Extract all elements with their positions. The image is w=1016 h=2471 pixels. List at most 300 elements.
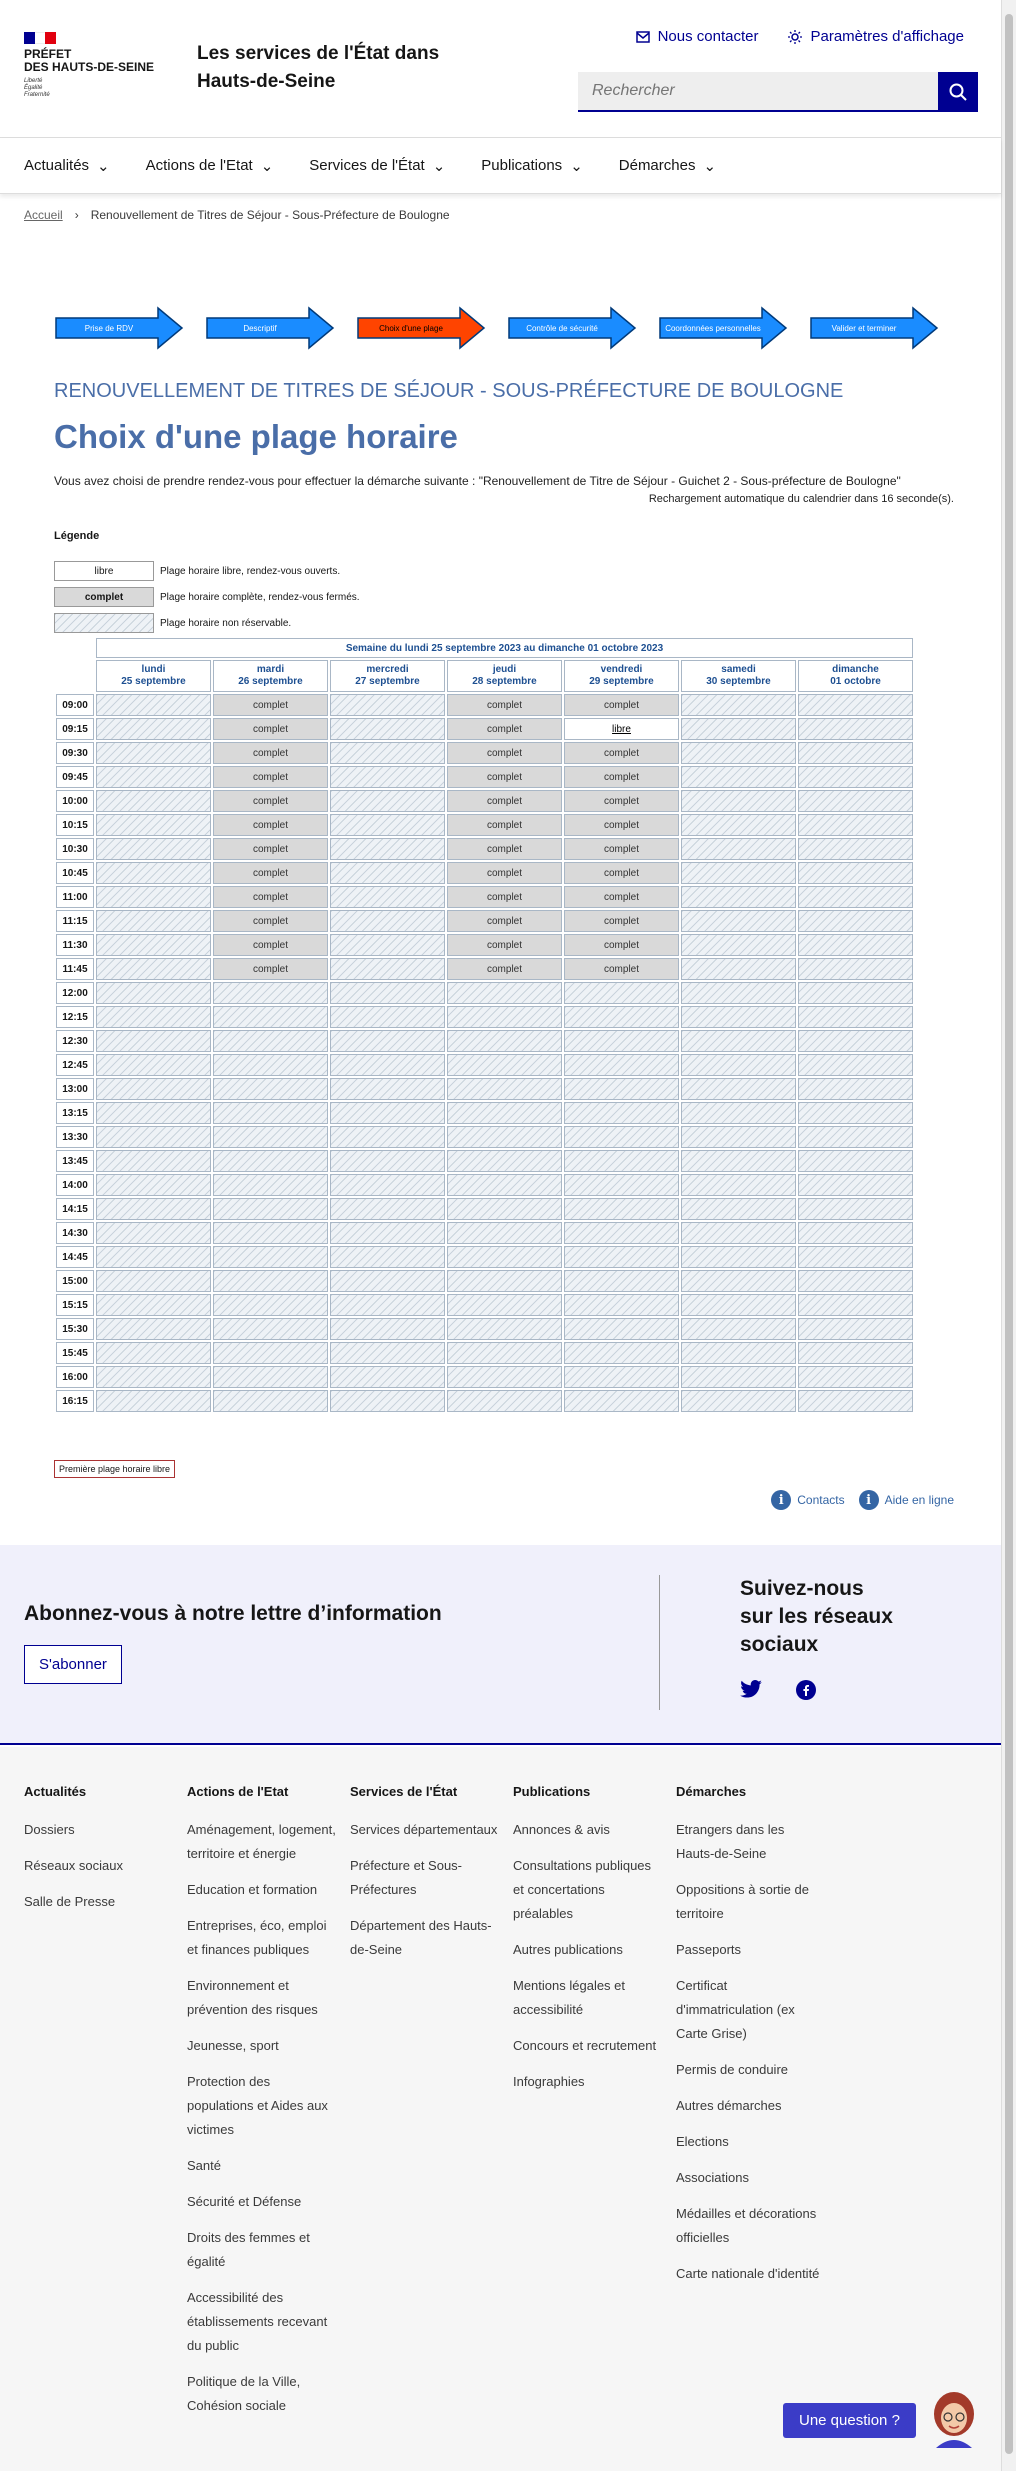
- slot-unavailable: [447, 1030, 562, 1052]
- slot-unavailable: [96, 1366, 211, 1388]
- slot-full: complet: [564, 694, 679, 716]
- slot-unavailable: [330, 1078, 445, 1100]
- slot-unavailable: [564, 1342, 679, 1364]
- step-label: Contrôle de sécurité: [526, 323, 598, 333]
- slot-unavailable: [330, 1390, 445, 1412]
- slot-unavailable: [96, 910, 211, 932]
- footer-link[interactable]: Elections: [676, 2134, 729, 2149]
- step-3: [356, 306, 486, 350]
- search-input[interactable]: [578, 72, 938, 112]
- breadcrumb: [24, 208, 450, 222]
- slot-unavailable: [96, 1054, 211, 1076]
- slot-unavailable: [447, 1198, 562, 1220]
- footer-link[interactable]: Entreprises, éco, emploi et finances publiques: [187, 1918, 327, 1957]
- slot-unavailable: [96, 1342, 211, 1364]
- slot-unavailable: [564, 1270, 679, 1292]
- time-row: [56, 886, 913, 908]
- slot-unavailable: [681, 1030, 796, 1052]
- slot-full: complet: [213, 838, 328, 860]
- footer-link[interactable]: Réseaux sociaux: [24, 1858, 123, 1873]
- slot-unavailable: [681, 1294, 796, 1316]
- slot-unavailable: [681, 1270, 796, 1292]
- footer-column-title: Actions de l'Etat: [187, 1784, 289, 1799]
- time-label: 11:00: [56, 886, 94, 908]
- slot-unavailable: [798, 1198, 913, 1220]
- slot-unavailable: [213, 1246, 328, 1268]
- slot-unavailable: [213, 1270, 328, 1292]
- nav-label: Actions de l'Etat: [145, 157, 253, 174]
- time-row: [56, 694, 913, 716]
- reload-countdown: Rechargement automatique du calendrier dans 16 seconde(s).: [648, 493, 954, 505]
- online-help-link[interactable]: [859, 1490, 954, 1510]
- slot-unavailable: [330, 982, 445, 1004]
- footer-link[interactable]: Oppositions à sortie de territoire: [676, 1882, 809, 1921]
- day-header: [96, 660, 211, 692]
- slot-unavailable: [798, 982, 913, 1004]
- slot-unavailable: [447, 1222, 562, 1244]
- slot-unavailable: [681, 862, 796, 884]
- slot-unavailable: [96, 838, 211, 860]
- page-title: Choix d'une plage horaire: [54, 418, 458, 455]
- footer-link[interactable]: Sécurité et Défense: [187, 2194, 302, 2209]
- time-label: 13:00: [56, 1078, 94, 1100]
- time-label: 14:45: [56, 1246, 94, 1268]
- time-row: [56, 1030, 913, 1052]
- slot-unavailable: [330, 1102, 445, 1124]
- newsletter-title: Abonnez-vous à notre lettre d’information: [24, 1602, 442, 1625]
- slot-unavailable: [330, 1006, 445, 1028]
- slot-full: complet: [447, 910, 562, 932]
- time-label: 13:45: [56, 1150, 94, 1172]
- chevron-down-icon: ⌄: [703, 157, 717, 175]
- slot-unavailable: [798, 766, 913, 788]
- slot-unavailable: [564, 1318, 679, 1340]
- slot-full: complet: [213, 766, 328, 788]
- footer-link[interactable]: Annonces & avis: [513, 1822, 610, 1837]
- slot-unavailable: [330, 838, 445, 860]
- legend-row-free: [54, 561, 360, 581]
- slot-unavailable: [447, 1270, 562, 1292]
- slot-unavailable: [330, 862, 445, 884]
- search-bar: [578, 72, 978, 112]
- footer-link[interactable]: Mentions légales et accessibilité: [513, 1978, 626, 2017]
- nav-item-demarches[interactable]: [619, 138, 716, 193]
- slot-unavailable: [564, 982, 679, 1004]
- footer-link[interactable]: Consultations publiques et concertations préalables: [513, 1858, 652, 1921]
- nav-item-actions[interactable]: [146, 138, 274, 193]
- legend-swatch-unavailable: [54, 613, 154, 633]
- slot-unavailable: [681, 790, 796, 812]
- slot-unavailable: [213, 982, 328, 1004]
- time-label: 16:15: [56, 1390, 94, 1412]
- display-settings-label: Paramètres d'affichage: [810, 28, 964, 45]
- footer-column: [187, 1780, 337, 2430]
- slot-full: complet: [564, 862, 679, 884]
- slot-unavailable: [681, 910, 796, 932]
- scrollbar-thumb[interactable]: [1005, 14, 1013, 2454]
- slot-unavailable: [96, 1150, 211, 1172]
- newsletter-social-band: [0, 1545, 1001, 1745]
- footer-link[interactable]: Certificat d'immatriculation (ex Carte Grise): [676, 1978, 795, 2041]
- footer-link[interactable]: Etrangers dans les Hauts-de-Seine: [676, 1822, 785, 1861]
- slot-full: complet: [564, 766, 679, 788]
- footer-link[interactable]: Médailles et décorations officielles: [676, 2206, 817, 2245]
- slot-full: complet: [213, 718, 328, 740]
- footer-link[interactable]: Associations: [676, 2170, 749, 2185]
- slot-full: complet: [447, 766, 562, 788]
- slot-full: complet: [564, 742, 679, 764]
- slot-unavailable: [564, 1126, 679, 1148]
- footer-link[interactable]: Droits des femmes et égalité: [187, 2230, 310, 2269]
- slot-unavailable: [564, 1030, 679, 1052]
- slot-unavailable: [798, 838, 913, 860]
- slot-full: complet: [447, 958, 562, 980]
- footer-link[interactable]: Aménagement, logement, territoire et énergie: [187, 1822, 336, 1861]
- slot-full: complet: [564, 934, 679, 956]
- slot-unavailable: [330, 766, 445, 788]
- time-label: 10:45: [56, 862, 94, 884]
- week-header-row: [56, 638, 913, 658]
- footer-link[interactable]: Autres publications: [513, 1942, 623, 1957]
- time-row: [56, 1078, 913, 1100]
- slot-unavailable: [96, 742, 211, 764]
- slot-free[interactable]: [564, 718, 679, 740]
- footer-link[interactable]: Infographies: [513, 2074, 585, 2089]
- day-date: 26 septembre: [238, 676, 303, 687]
- page-scrollbar[interactable]: [1001, 0, 1016, 2471]
- day-date: 28 septembre: [472, 676, 537, 687]
- footer-link[interactable]: Concours et recrutement: [513, 2038, 657, 2053]
- slot-unavailable: [96, 958, 211, 980]
- legend-title: Légende: [54, 530, 100, 542]
- slot-unavailable: [447, 1342, 562, 1364]
- slot-unavailable: [330, 1174, 445, 1196]
- footer-link[interactable]: Protection des populations et Aides aux victimes: [187, 2074, 328, 2137]
- slot-full: complet: [447, 886, 562, 908]
- time-row: [56, 814, 913, 836]
- slot-unavailable: [213, 1078, 328, 1100]
- slot-unavailable: [330, 1246, 445, 1268]
- nav-label: Démarches: [618, 157, 696, 174]
- slot-unavailable: [447, 1294, 562, 1316]
- slot-unavailable: [96, 1390, 211, 1412]
- slot-unavailable: [447, 1366, 562, 1388]
- slot-full: complet: [447, 814, 562, 836]
- day-name: lundi: [141, 664, 166, 675]
- slot-full: complet: [564, 958, 679, 980]
- time-label: 11:30: [56, 934, 94, 956]
- slot-unavailable: [447, 1318, 562, 1340]
- time-label: 10:30: [56, 838, 94, 860]
- slot-full: complet: [564, 886, 679, 908]
- slot-unavailable: [96, 790, 211, 812]
- slot-unavailable: [798, 742, 913, 764]
- slot-unavailable: [330, 1270, 445, 1292]
- slot-full: complet: [447, 934, 562, 956]
- week-label: Semaine du lundi 25 septembre 2023 au dimanche 01 octobre 2023: [96, 638, 913, 658]
- day-name: samedi: [721, 664, 756, 675]
- slot-unavailable: [798, 1294, 913, 1316]
- footer-link[interactable]: Services départementaux: [350, 1822, 498, 1837]
- time-row: [56, 790, 913, 812]
- slot-unavailable: [213, 1318, 328, 1340]
- time-label: 12:15: [56, 1006, 94, 1028]
- info-icon: i: [771, 1490, 791, 1510]
- time-label: 09:45: [56, 766, 94, 788]
- slot-unavailable: [213, 1342, 328, 1364]
- time-row: [56, 1318, 913, 1340]
- time-label: 15:30: [56, 1318, 94, 1340]
- slot-full: complet: [564, 838, 679, 860]
- breadcrumb-home[interactable]: Accueil: [24, 208, 63, 222]
- time-row: [56, 1006, 913, 1028]
- time-label: 10:00: [56, 790, 94, 812]
- day-header: [798, 660, 913, 692]
- slot-full: complet: [564, 814, 679, 836]
- legend-swatch-free: libre: [54, 561, 154, 581]
- footer-link[interactable]: Département des Hauts-de-Seine: [350, 1918, 492, 1957]
- site-header: [0, 0, 1001, 138]
- time-label: 15:45: [56, 1342, 94, 1364]
- footer-link[interactable]: Carte nationale d'identité: [676, 2266, 820, 2281]
- slot-unavailable: [213, 1150, 328, 1172]
- time-row: [56, 1126, 913, 1148]
- slot-unavailable: [96, 1198, 211, 1220]
- display-settings-link[interactable]: [788, 28, 964, 45]
- time-label: 12:00: [56, 982, 94, 1004]
- slot-unavailable: [681, 958, 796, 980]
- slot-unavailable: [330, 742, 445, 764]
- time-label: 13:30: [56, 1126, 94, 1148]
- slot-unavailable: [96, 1294, 211, 1316]
- footer-link[interactable]: Autres démarches: [676, 2098, 782, 2113]
- chatbot-avatar-icon[interactable]: [926, 2388, 982, 2448]
- slot-unavailable: [213, 1174, 328, 1196]
- help-label: Aide en ligne: [884, 1493, 954, 1507]
- footer-link[interactable]: Jeunesse, sport: [187, 2038, 279, 2053]
- slot-unavailable: [681, 886, 796, 908]
- facebook-icon[interactable]: [796, 1680, 816, 1700]
- slot-unavailable: [447, 1390, 562, 1412]
- slot-unavailable: [681, 838, 796, 860]
- time-row: [56, 1342, 913, 1364]
- slot-unavailable: [330, 1342, 445, 1364]
- time-label: 11:15: [56, 910, 94, 932]
- day-name: mercredi: [366, 664, 409, 675]
- main-nav: [0, 138, 1001, 194]
- day-name: jeudi: [492, 664, 517, 675]
- nav-item-actualites[interactable]: [24, 138, 110, 193]
- slot-unavailable: [96, 886, 211, 908]
- slot-unavailable: [213, 1222, 328, 1244]
- slot-unavailable: [798, 1054, 913, 1076]
- footer-link[interactable]: Politique de la Ville, Cohésion sociale: [187, 2374, 301, 2413]
- slot-unavailable: [681, 1102, 796, 1124]
- slot-unavailable: [564, 1006, 679, 1028]
- slot-unavailable: [330, 694, 445, 716]
- slot-unavailable: [564, 1246, 679, 1268]
- time-row: [56, 934, 913, 956]
- time-row: [56, 1294, 913, 1316]
- slot-unavailable: [213, 1366, 328, 1388]
- slot-unavailable: [330, 886, 445, 908]
- slot-unavailable: [681, 934, 796, 956]
- slot-unavailable: [798, 934, 913, 956]
- progress-steps: [54, 306, 939, 350]
- time-row: [56, 1222, 913, 1244]
- slot-full: complet: [213, 886, 328, 908]
- slot-unavailable: [330, 1150, 445, 1172]
- slot-unavailable: [798, 1102, 913, 1124]
- slot-unavailable: [447, 1078, 562, 1100]
- footer-link[interactable]: Dossiers: [24, 1822, 75, 1837]
- step-label: Valider et terminer: [831, 323, 897, 333]
- republic-logo[interactable]: [24, 32, 154, 99]
- slot-unavailable: [447, 1054, 562, 1076]
- step-label: Coordonnées personnelles: [665, 323, 761, 333]
- slot-unavailable: [96, 1222, 211, 1244]
- time-label: 14:30: [56, 1222, 94, 1244]
- slot-unavailable: [213, 1006, 328, 1028]
- time-row: [56, 1174, 913, 1196]
- slot-unavailable: [681, 1006, 796, 1028]
- social-title: Suivez-nous sur les réseaux sociaux: [740, 1577, 893, 1656]
- slot-unavailable: [96, 1126, 211, 1148]
- step-2: [205, 306, 335, 350]
- slot-unavailable: [681, 1150, 796, 1172]
- slot-free-label: libre: [612, 723, 631, 735]
- sun-icon: [788, 30, 802, 44]
- slot-full: complet: [213, 958, 328, 980]
- slot-unavailable: [564, 1198, 679, 1220]
- slot-unavailable: [447, 1174, 562, 1196]
- time-row: [56, 766, 913, 788]
- legend-row-unavailable: [54, 613, 360, 633]
- slot-full: complet: [213, 910, 328, 932]
- chevron-down-icon: ⌄: [570, 157, 583, 175]
- slot-full: complet: [447, 694, 562, 716]
- day-name: vendredi: [600, 664, 643, 675]
- legend-text: Plage horaire libre, rendez-vous ouverts.: [160, 565, 341, 577]
- footer-link[interactable]: Environnement et prévention des risques: [187, 1978, 318, 2017]
- slot-unavailable: [798, 1246, 913, 1268]
- footer-link[interactable]: Permis de conduire: [676, 2062, 788, 2077]
- footer-column: [676, 1780, 826, 2298]
- footer-link[interactable]: Salle de Presse: [24, 1894, 116, 1909]
- day-date: 27 septembre: [355, 676, 420, 687]
- chevron-right-icon: ›: [74, 208, 79, 222]
- contact-link[interactable]: [636, 28, 759, 45]
- slot-unavailable: [798, 814, 913, 836]
- footer-link[interactable]: Passeports: [676, 1942, 742, 1957]
- twitter-icon[interactable]: [740, 1680, 762, 1698]
- footer-link[interactable]: Santé: [187, 2158, 221, 2173]
- footer-column-title: Actualités: [24, 1784, 87, 1799]
- slot-unavailable: [330, 1366, 445, 1388]
- slot-unavailable: [330, 934, 445, 956]
- search-icon: [949, 83, 967, 101]
- legend-row-full: [54, 587, 360, 607]
- slot-unavailable: [96, 1030, 211, 1052]
- slot-unavailable: [96, 1078, 211, 1100]
- slot-unavailable: [96, 862, 211, 884]
- time-label: 14:15: [56, 1198, 94, 1220]
- footer-link[interactable]: Education et formation: [187, 1882, 318, 1897]
- chevron-down-icon: ⌄: [260, 157, 274, 175]
- time-row: [56, 1246, 913, 1268]
- nav-item-publications[interactable]: [481, 138, 582, 193]
- slot-unavailable: [564, 1174, 679, 1196]
- slot-unavailable: [213, 1030, 328, 1052]
- slot-full: complet: [213, 862, 328, 884]
- contacts-link[interactable]: [771, 1490, 844, 1510]
- slot-unavailable: [681, 1078, 796, 1100]
- slot-unavailable: [564, 1102, 679, 1124]
- nav-label: Actualités: [24, 157, 90, 174]
- first-free-slot-button[interactable]: Première plage horaire libre: [54, 1460, 175, 1478]
- legend-text: Plage horaire complète, rendez-vous fermés.: [160, 591, 360, 603]
- time-row: [56, 742, 913, 764]
- step-1: [54, 306, 184, 350]
- slot-unavailable: [798, 790, 913, 812]
- nav-item-services[interactable]: [309, 138, 445, 193]
- step-label: Descriptif: [243, 323, 277, 333]
- time-label: 09:15: [56, 718, 94, 740]
- slot-unavailable: [447, 1006, 562, 1028]
- day-date: 01 octobre: [830, 676, 881, 687]
- breadcrumb-current: Renouvellement de Titres de Séjour - Sous-Préfecture de Boulogne: [90, 208, 450, 222]
- nav-label: Services de l'État: [309, 157, 425, 174]
- logo-motto: Liberté Égalité Fraternité: [24, 78, 50, 98]
- slot-unavailable: [681, 1126, 796, 1148]
- french-flag-icon: [24, 32, 56, 44]
- slot-unavailable: [564, 1222, 679, 1244]
- slot-unavailable: [798, 958, 913, 980]
- slot-unavailable: [681, 718, 796, 740]
- time-label: 11:45: [56, 958, 94, 980]
- step-4: [507, 306, 637, 350]
- day-date: 25 septembre: [121, 676, 186, 687]
- chat-question-button[interactable]: Une question ?: [783, 2403, 916, 2438]
- slot-full: complet: [447, 862, 562, 884]
- time-row: [56, 958, 913, 980]
- corner-cell: [56, 638, 94, 658]
- slot-unavailable: [330, 814, 445, 836]
- step-6: [809, 306, 939, 350]
- time-row: [56, 910, 913, 932]
- time-row: [56, 1102, 913, 1124]
- slot-unavailable: [681, 694, 796, 716]
- contact-label: Nous contacter: [657, 28, 759, 45]
- time-label: 13:15: [56, 1102, 94, 1124]
- footer-column: [24, 1780, 174, 1926]
- slot-full: complet: [447, 742, 562, 764]
- slot-unavailable: [447, 1150, 562, 1172]
- slot-unavailable: [798, 910, 913, 932]
- subscribe-button[interactable]: S'abonner: [24, 1645, 122, 1684]
- footer-link[interactable]: Accessibilité des établissements recevant du public: [187, 2290, 328, 2353]
- divider: [659, 1575, 660, 1710]
- search-button[interactable]: [938, 72, 978, 112]
- footer-link[interactable]: Préfecture et Sous-Préfectures: [350, 1858, 462, 1897]
- step-label: Prise de RDV: [84, 323, 134, 333]
- time-label: 09:30: [56, 742, 94, 764]
- site-title[interactable]: Les services de l'État dans Hauts-de-Seine: [197, 43, 440, 92]
- time-row: [56, 1366, 913, 1388]
- slot-unavailable: [798, 1174, 913, 1196]
- slot-full: complet: [213, 694, 328, 716]
- slot-unavailable: [798, 1006, 913, 1028]
